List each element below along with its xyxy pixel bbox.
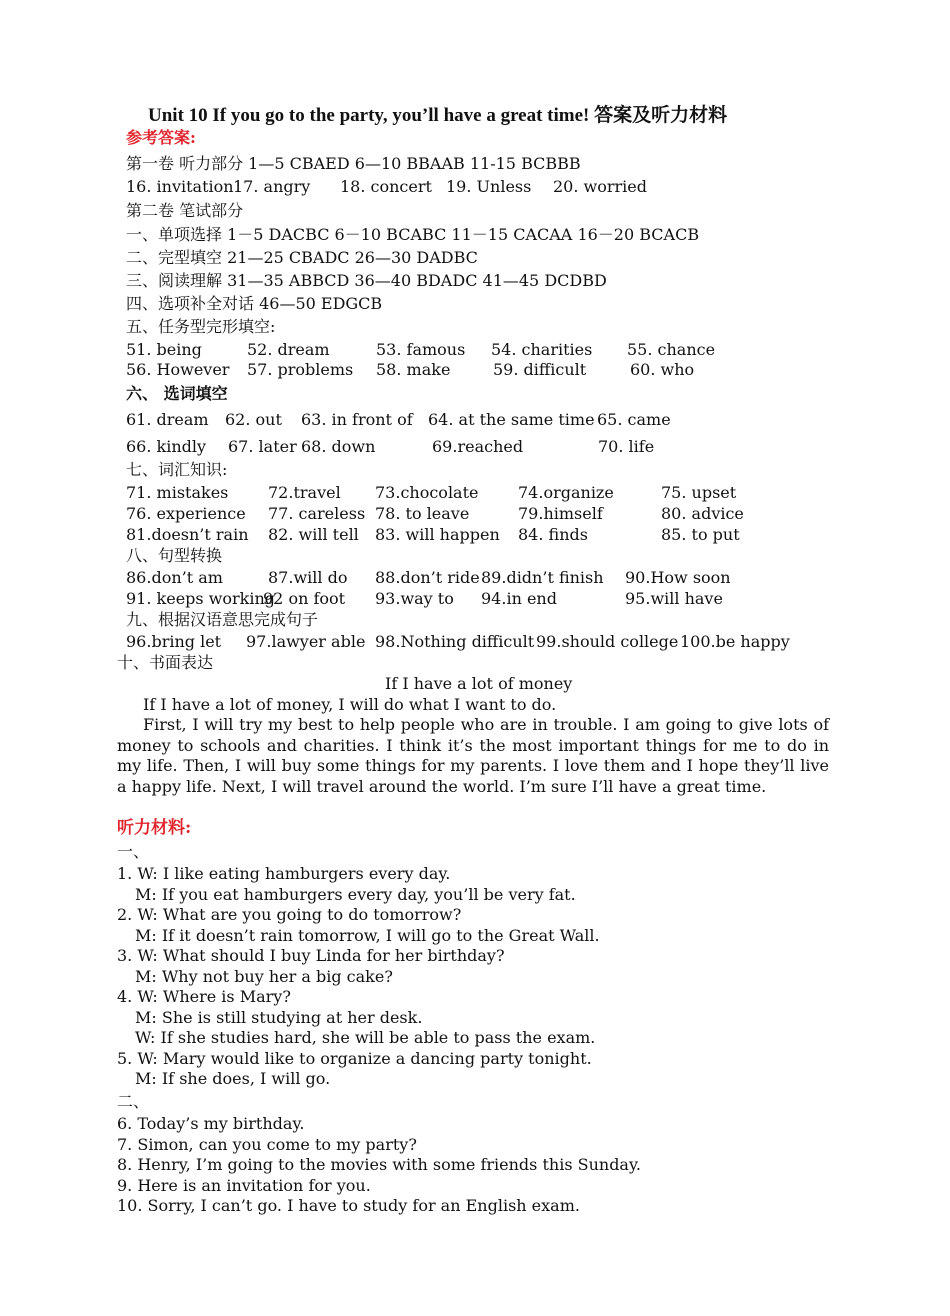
dialogue-line: M: If it doesn’t rain tomorrow, I will go to the Great Wall. [135,926,600,945]
answer-item: 90.How soon [625,568,731,587]
answer-item: 93.way to [375,589,454,608]
answer-item: 99.should college [536,632,679,651]
answer-item: 95.will have [625,589,723,608]
section-2-line: 二、完型填空 21—25 CBADC 26—30 DADBC [126,248,478,267]
answer-item: 70. life [598,437,655,456]
answer-item: 51. being [126,340,202,359]
answer-item: 72.travel [268,483,341,502]
answer-item: 86.don’t am [126,568,223,587]
essay-paragraph: First, I will try my best to help people who are in trouble. I am going to give lots of money to schools and charities. I think it’s the most important things for me to do in my life. Then, I will buy some things for my parents. I love them and I hope they’ll live a happy life. Next, I will travel around the world. I’m sure I’ll have a great time. [117,715,829,796]
dialogue-line: M: If you eat hamburgers every day, you’ll be very fat. [135,885,576,904]
answers-heading: 参考答案: [126,128,196,147]
dialogue-line: W: If she studies hard, she will be able to pass the exam. [135,1028,596,1047]
sentence-line: 10. Sorry, I can’t go. I have to study for an English exam. [117,1196,580,1215]
sentence-line: 6. Today’s my birthday. [117,1114,305,1133]
part1-line: 第一卷 听力部分 1—5 CBAED 6—10 BBAAB 11-15 BCBBB [126,154,581,173]
dialogue-line: 5. W: Mary would like to organize a dancing party tonight. [117,1049,592,1068]
answer-item: 81.doesn’t rain [126,525,249,544]
dialogue-line: M: Why not buy her a big cake? [135,967,393,986]
answer-item: 92 on foot [263,589,346,608]
answer-item: 78. to leave [375,504,470,523]
dialogue-line: 3. W: What should I buy Linda for her birthday? [117,946,505,965]
answer-item: 87.will do [268,568,348,587]
section-6-heading: 六、 选词填空 [126,384,228,403]
section-3-line: 三、阅读理解 31—35 ABBCD 36—40 BDADC 41—45 DCDBD [126,271,607,290]
answer-item: 98.Nothing difficult [375,632,535,651]
section-10-heading: 十、书面表达 [117,653,214,672]
answer-item: 85. to put [661,525,740,544]
dialogue-line: 2. W: What are you going to do tomorrow? [117,905,462,924]
answer-item: 82. will tell [268,525,359,544]
answer-item: 84. finds [518,525,588,544]
sentence-line: 9. Here is an invitation for you. [117,1176,371,1195]
answer-item: 75. upset [661,483,737,502]
answer-item: 62. out [225,410,282,429]
section-8-heading: 八、句型转换 [126,546,223,565]
answer-item: 65. came [597,410,671,429]
answer-item: 57. problems [247,360,354,379]
answer-item: 67. later [228,437,297,456]
answer-item: 64. at the same time [428,410,595,429]
answer-item: 58. make [376,360,451,379]
answer-item: 63. in front of [301,410,413,429]
answer-item: 79.himself [518,504,603,523]
answer-item: 80. advice [661,504,744,523]
answer-item: 83. will happen [375,525,500,544]
page-title: Unit 10 If you go to the party, you’ll have a great time! 答案及听力材料 [148,105,728,126]
dialogue-line: M: She is still studying at her desk. [135,1008,423,1027]
answer-item: 55. chance [627,340,716,359]
answer-item: 100.be happy [680,632,790,651]
answer-item: 73.chocolate [375,483,479,502]
answer-item: 56. However [126,360,230,379]
answer-item: 94.in end [481,589,557,608]
answer-item: 77. careless [268,504,366,523]
part2-heading: 第二卷 笔试部分 [126,201,244,220]
essay-paragraph: If I have a lot of money, I will do what I want to do. [143,695,557,714]
essay-title: If I have a lot of money [385,674,573,693]
listening-part1-label: 一、 [117,842,150,861]
answer-item: 91. keeps working [126,589,276,608]
answer-item: 53. famous [376,340,466,359]
answer-item: 68. down [301,437,376,456]
answer-item: 52. dream [247,340,330,359]
section-7-heading: 七、词汇知识: [126,460,228,479]
section-5-heading: 五、任务型完形填空: [126,317,276,336]
dialogue-line: M: If she does, I will go. [135,1069,331,1088]
answer-item: 74.organize [518,483,614,502]
answer-item: 76. experience [126,504,246,523]
answer-item: 89.didn’t finish [481,568,604,587]
answer-item: 54. charities [491,340,593,359]
answer-item: 19. Unless [446,177,532,196]
answer-item: 96.bring let [126,632,222,651]
listening-part2-label: 二、 [117,1092,150,1111]
answer-item: 71. mistakes [126,483,229,502]
answer-item: 18. concert [340,177,432,196]
dialogue-line: 1. W: I like eating hamburgers every day. [117,864,451,883]
answer-item: 61. dream [126,410,209,429]
section-4-line: 四、选项补全对话 46—50 EDGCB [126,294,383,313]
answer-item: 66. kindly [126,437,207,456]
answer-item: 59. difficult [493,360,587,379]
answer-item: 97.lawyer able [246,632,366,651]
sentence-line: 7. Simon, can you come to my party? [117,1135,417,1154]
answer-item: 69.reached [432,437,524,456]
answer-item: 16. invitation [126,177,234,196]
answer-item: 88.don’t ride [375,568,480,587]
sentence-line: 8. Henry, I’m going to the movies with some friends this Sunday. [117,1155,641,1174]
answer-item: 20. worried [553,177,647,196]
section-9-heading: 九、根据汉语意思完成句子 [126,610,319,629]
answer-item: 60. who [630,360,695,379]
listening-heading: 听力材料: [117,818,192,838]
dialogue-line: 4. W: Where is Mary? [117,987,291,1006]
answer-item: 17. angry [233,177,311,196]
section-1-line: 一、单项选择 1－5 DACBC 6－10 BCABC 11－15 CACAA 16－20 BCACB [126,225,700,244]
